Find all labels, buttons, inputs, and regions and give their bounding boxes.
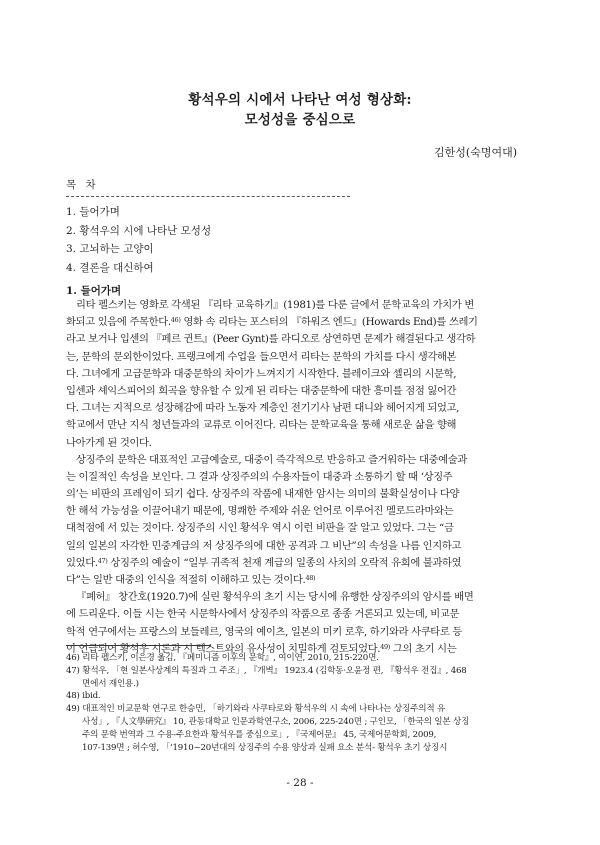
body-line: [66, 555, 536, 572]
body-line-text: 는, 문학의 문외한이었다. 프랭크에게 수업을 들으면서 리타는 문학의 가치를 다시 생각해본: [66, 350, 457, 363]
toc-heading: 목 차: [66, 179, 99, 191]
footnote-line: 면에서 재인용.): [82, 678, 139, 689]
body-line-text: 상징주의 예술이 “일부 귀족적 천재 계급의 일종의 사치의 오락적 유희에 불과하였: [107, 556, 462, 569]
footnote-line: 48) ibid.: [66, 691, 101, 702]
body-line: [66, 624, 536, 641]
body-line-text: 상징주의 문학은 대표적인 고급예술로, 대중이 즉각적으로 반응하고 즐거워하는 대중예술과: [76, 453, 467, 466]
body-line-text: 한 해석 가능성을 이끌어내기 때문에, 명쾌한 주제와 쉬운 언어로 이루어진 멜로드라마와는: [66, 505, 454, 518]
footnote-line: 47) 황석우, 「현 일본사상계의 특질과 그 주조」, 『개벽』 1923.4 (김학동·오윤정 편, 『황석우 전집』, 468: [66, 665, 467, 676]
body-line-text: 학적 연구에서는 프랑스의 보들레르, 영국의 예이츠, 일본의 미키 로후, 하기와라 사쿠타로 등: [66, 625, 463, 638]
body-line: [66, 314, 536, 331]
footnote-line: 주의 문학 번역과 그 수용-주요한과 황석우를 중심으로」, 『국제어문』 45, 국제어문학회, 2009,: [82, 729, 437, 740]
footnote-ref: 47): [97, 556, 108, 565]
body-line-text: 입센과 셰익스피어의 희곡을 향유할 수 있게 된 리타는 대중문학에 대한 흥미를 점점 잃어간: [66, 384, 457, 397]
body-line-text: 나아가게 된 것이다.: [66, 436, 152, 449]
toc-item: 2. 황석우의 시에 나타난 모성성: [66, 224, 212, 237]
footnote-line: 사성」, 『人文學硏究』 10, 관동대학교 인문과학연구소, 2006, 225-240면 ; 구인모, 「한국의 일본 상징: [82, 716, 470, 727]
footnote-ref: 48): [305, 574, 316, 582]
footnote-line: 46) 리타 펠스키, 이은경 옮김, 『페미니즘 이후의 문학』, 여이연, 2010, 215-220면.: [66, 653, 379, 663]
body-line: [66, 383, 536, 400]
body-line-text: 리타 펠스키는 영화로 각색된 『리타 교육하기』(1981)를 다룬 글에서 문학교육의 가치가 변: [76, 299, 474, 311]
body-line-text: 있었다.: [66, 556, 98, 569]
body-line-text: 대척점에 서 있는 것이다. 상징주의 시인 황석우 역시 이런 비판을 잘 알고 있었다. 그는 “금: [66, 522, 454, 535]
body-line: [66, 400, 536, 417]
body-line: [66, 503, 536, 520]
body-text: [66, 297, 536, 658]
section-heading: 1. 들어가며: [66, 285, 122, 297]
body-line-text: 영화 속 리타는 포스터의 『하워즈 엔드』(Howards End)를 쓰레기: [180, 316, 478, 329]
body-line-text: 학교에서 만난 지식 청년들과의 교류로 이어진다. 리타는 문학교육을 통해 새로운 삶을 향해: [66, 419, 457, 432]
body-line-text: 다. 그녀는 지적으로 성장해감에 따라 노동자 계층인 전기기사 남편 대니와 헤어지게 되었고,: [66, 402, 460, 415]
body-line: [66, 452, 536, 469]
body-line: [66, 435, 536, 452]
body-line: [66, 417, 536, 434]
toc-item: 3. 고뇌하는 고양이: [66, 243, 154, 255]
body-line: [66, 297, 536, 314]
footnotes: [66, 652, 536, 754]
body-line: [66, 538, 536, 555]
body-line: [66, 349, 536, 366]
toc-item: 1. 들어가며: [66, 206, 120, 218]
body-line-text: 라고 보거나 입센의 『페르 귄트』(Peer Gynt)를 라디오로 상연하면 문제가 해결된다고 생각하: [66, 333, 476, 346]
body-line: [66, 589, 536, 606]
body-line-text: 화되고 있음에 주목한다.: [66, 316, 171, 329]
body-line-text: 에 드리운다. 이들 시는 한국 시문학사에서 상징주의 작품으로 종종 거론되고 있는데, 비교문: [66, 608, 460, 621]
body-line-text: 이 언급되어 황석우 시론과 시 텍스트와의 유사성이 치밀하게 검토되었다.: [66, 642, 381, 655]
body-line: [66, 520, 536, 537]
body-line-text: 다. 그녀에게 고급문학과 대중문학의 차이가 느껴지기 시작한다. 블레이크와 셸리의 시문학,: [66, 367, 457, 380]
author-affiliation: 김한성(숙명여대): [434, 146, 517, 159]
body-line-text: 는 이질적인 속성을 보인다. 그 결과 상징주의의 수용자들이 대중과 소통하기 할 때 ‘상징주: [66, 470, 453, 483]
footnote-divider: [66, 645, 211, 646]
footnote-ref: 46): [170, 316, 181, 325]
body-line-text: 다”는 일반 대중의 인식을 적절히 이해하고 있는 것이다.: [66, 574, 306, 586]
footnote-line: 49) 대표적인 비교문학 연구로 한승민, 「하기와라 사쿠타로와 황석우의 시 속에 나타나는 상징주의적 유: [66, 704, 446, 715]
body-line: [66, 572, 536, 589]
body-line-text: 『폐허』 창간호(1920.7)에 실린 황석우의 초기 시는 당시에 유행한 상징주의의 암시를 배면: [76, 591, 474, 604]
body-line: [66, 366, 536, 383]
table-of-contents: [66, 203, 211, 277]
footnote-line: 107-139면 ; 허수영, 「‘1910~20년대의 상징주의 수용 양상과 실패 요소 분석- 황석우 초기 상징시: [82, 742, 448, 753]
body-line: [66, 331, 536, 348]
paper-subtitle: 모성성을 중심으로: [244, 112, 356, 128]
toc-item: 4. 결론을 대신하여: [66, 261, 154, 274]
footnote-ref: 49): [380, 642, 390, 651]
body-line-text: 그의 초기 시는: [389, 642, 457, 655]
body-line: [66, 469, 536, 486]
body-line: [66, 486, 536, 503]
paper-title: 황석우의 시에서 나타난 여성 형상화:: [188, 92, 412, 108]
toc-divider: [66, 196, 350, 197]
page-number: - 28 -: [286, 777, 314, 789]
body-line-text: 일의 일본의 자각한 민중계급의 저 상징주의에 대한 공격과 그 비난”의 속성을 나름 인지하고: [66, 539, 462, 552]
body-line: [66, 606, 536, 623]
body-line-text: 의’는 비판의 프레임이 되기 쉽다. 상징주의 작품에 내재한 암시는 의미의 불확실성이나 다양: [66, 488, 460, 501]
